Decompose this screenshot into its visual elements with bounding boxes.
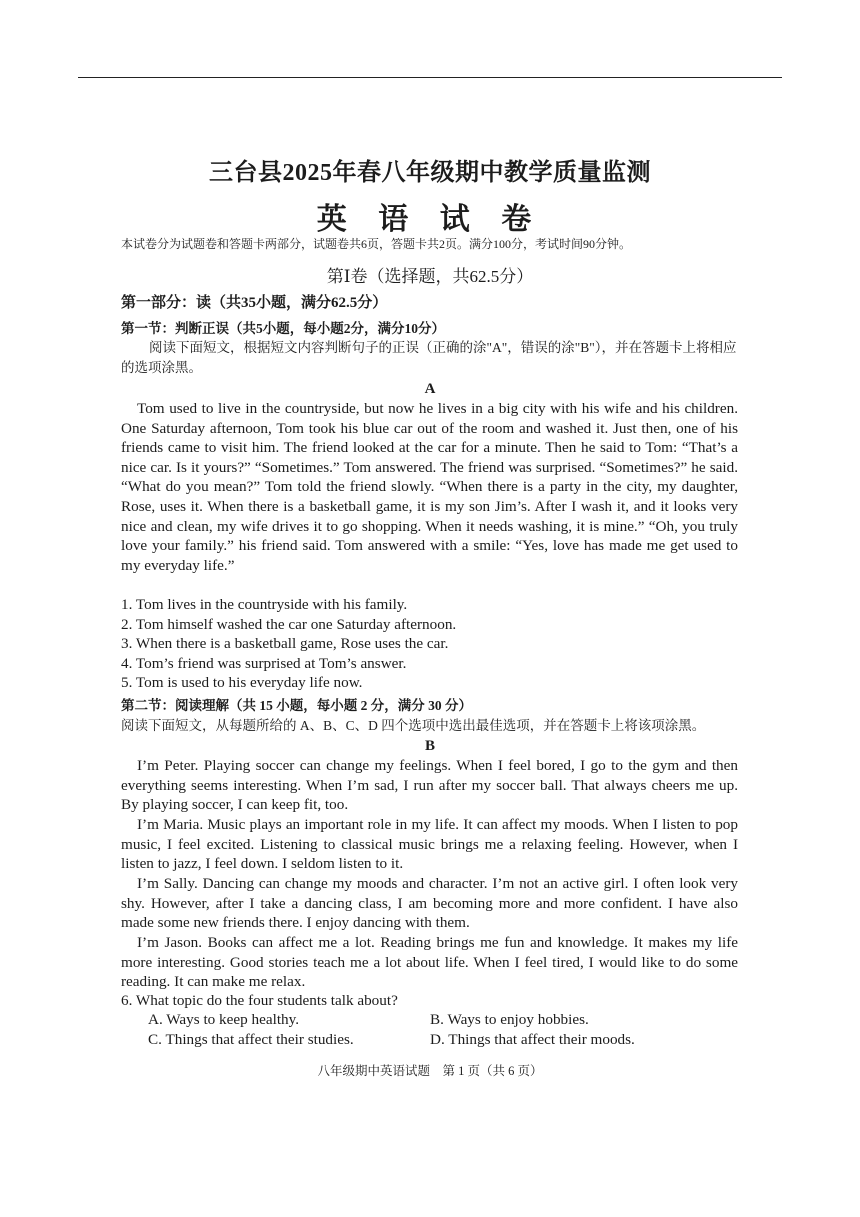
question-stem: 6. What topic do the four students talk about? (121, 992, 398, 1009)
option-b: B. Ways to enjoy hobbies. (430, 1011, 589, 1028)
passage-b-paragraph: I’m Maria. Music plays an important role in my life. It can affect my moods. When I listen to pop music, I feel excited. Listening to classical music brings me a relaxing feeling. However, when I listen to jazz, I feel down. I seldom listen to it. (121, 816, 738, 873)
statement-item: 3. When there is a basketball game, Rose uses the car. (121, 635, 449, 653)
passage-b-paragraph: I’m Peter. Playing soccer can change my feelings. When I feel bored, I go to the gym and then everything seems interesting. When I’m sad, I run after my soccer ball. That always cheers me up. By playing soccer, I can keep fit, too. (121, 757, 738, 814)
section1-instruction: 阅读下面短文，根据短文内容判断句子的正误（正确的涂"A"，错误的涂"B"），并在答题卡上将相应的选项涂黑。 (121, 340, 737, 375)
exam-intro: 本试卷分为试题卷和答题卡两部分，试题卷共6页，答题卡共2页。满分100分，考试时间90分钟。 (121, 237, 632, 251)
option-a: A. Ways to keep healthy. (148, 1011, 300, 1028)
volume-heading: 第Ⅰ卷（选择题，共62.5分） (326, 267, 534, 286)
statement-item: 2. Tom himself washed the car one Saturday afternoon. (121, 615, 457, 633)
section1-heading: 第一节：判断正误（共5小题，每小题2分，满分10分） (121, 321, 445, 336)
passage-b-paragraph: I’m Sally. Dancing can change my moods and character. I’m not an active girl. I often look very shy. However, after I take a dancing class, I am becoming more and more confident. I have also made some new friends there. I enjoy dancing with them. (121, 875, 738, 932)
statement-item: 4. Tom’s friend was surprised at Tom’s answer. (121, 654, 407, 672)
section2-instruction: 阅读下面短文，从每题所给的 A、B、C、D 四个选项中选出最佳选项，并在答题卡上将该项涂黑。 (121, 718, 706, 733)
exam-subtitle: 英 语 试 卷 (316, 203, 544, 236)
part-heading: 第一部分：读（共35小题，满分62.5分） (121, 295, 388, 311)
section2-heading: 第二节：阅读理解（共 15 小题，每小题 2 分，满分 30 分） (121, 698, 472, 713)
passage-a-text: Tom used to live in the countryside, but now he lives in a big city with his wife and his children. One Saturday afternoon, Tom took his blue car out of the room and washed it. Just then, one of his friends came to visit him. The friend looked at the car for a minute. Then he said to Tom: “That’s a nice car. Is it yours?” “Sometimes.” Tom answered. The friend was surprised. “Sometimes?” he said. “What do you mean?” Tom told the friend slowly. “When there is a party in the city, my daughter, Rose, uses it. When there is a basketball game, it is my son Jim’s. After I wash it, and it looks very nice and clean, my wife drives it to go shopping. When it needs washing, it is mine.” “Oh, you truly love your family.” his friend said. Tom answered with a smile: “Yes, love has made me get used to my everyday life.” (121, 400, 738, 574)
passage-b-paragraph: I’m Jason. Books can affect me a lot. Reading brings me fun and knowledge. It makes my life more interesting. Good stories teach me a lot about life. When I feel tired, I would like to do some reading. It can make me relax. (121, 934, 738, 991)
statement-list (121, 595, 456, 693)
statement-item: 5. Tom is used to his everyday life now. (121, 674, 363, 692)
option-d: D. Things that affect their moods. (430, 1031, 635, 1048)
exam-title: 三台县2025年春八年级期中教学质量监测 (209, 160, 651, 186)
statement-item: 1. Tom lives in the countryside with his family. (121, 596, 408, 613)
top-rule (78, 77, 782, 78)
option-c: C. Things that affect their studies. (148, 1031, 354, 1048)
passage-b-label: B (424, 738, 435, 754)
passage-a-label: A (424, 381, 436, 397)
page-footer: 八年级期中英语试题 第 1 页（共 6 页） (317, 1064, 543, 1078)
